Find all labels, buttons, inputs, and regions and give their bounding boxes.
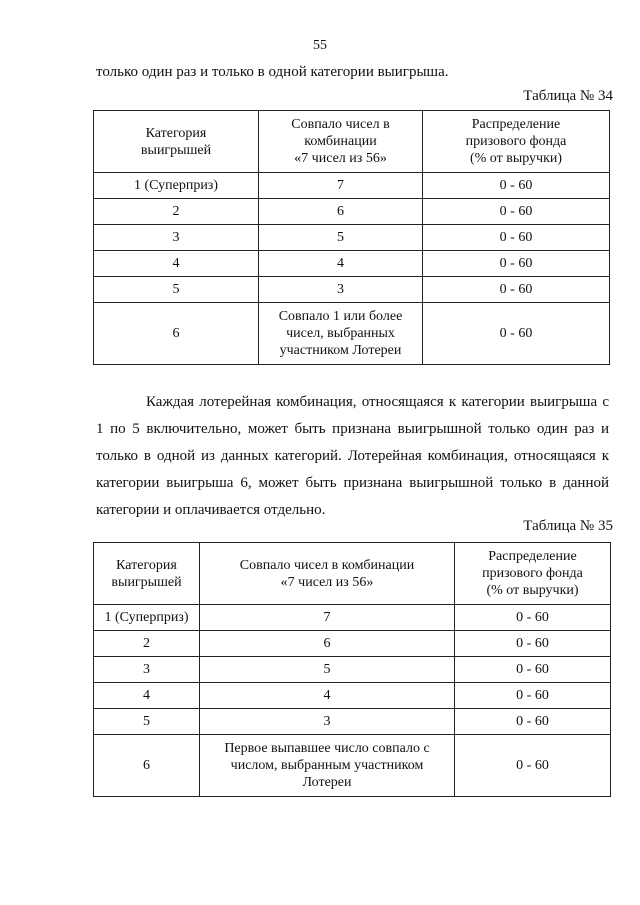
cell-matched: 7 bbox=[200, 605, 455, 631]
cell-distribution: 0 - 60 bbox=[423, 173, 610, 199]
cell-category: 1 (Суперприз) bbox=[94, 173, 259, 199]
cell-matched: 3 bbox=[200, 709, 455, 735]
cell-category: 2 bbox=[94, 199, 259, 225]
table-row bbox=[94, 277, 610, 303]
cell-distribution: 0 - 60 bbox=[455, 631, 611, 657]
cell-matched: 5 bbox=[259, 225, 423, 251]
table-row bbox=[94, 735, 611, 797]
table-row bbox=[94, 709, 611, 735]
table-header-row bbox=[94, 543, 611, 605]
cell-matched: 6 bbox=[259, 199, 423, 225]
table-row bbox=[94, 303, 610, 365]
header-matched: Совпало чисел в комбинации «7 чисел из 56» bbox=[200, 543, 455, 605]
cell-category: 3 bbox=[94, 225, 259, 251]
cell-category: 4 bbox=[94, 683, 200, 709]
cell-category: 5 bbox=[94, 709, 200, 735]
intro-text: только один раз и только в одной категории выигрыша. bbox=[96, 64, 449, 80]
table-row bbox=[94, 199, 610, 225]
header-distribution: Распределение призового фонда (% от выручки) bbox=[455, 543, 611, 605]
table-row bbox=[94, 173, 610, 199]
table-row bbox=[94, 657, 611, 683]
header-category: Категория выигрышей bbox=[94, 111, 259, 173]
cell-category: 5 bbox=[94, 277, 259, 303]
table-34 bbox=[93, 110, 610, 365]
cell-distribution: 0 - 60 bbox=[423, 225, 610, 251]
header-distribution: Распределение призового фонда (% от выручки) bbox=[423, 111, 610, 173]
table-row bbox=[94, 605, 611, 631]
table-row bbox=[94, 251, 610, 277]
cell-category: 2 bbox=[94, 631, 200, 657]
cell-category: 1 (Суперприз) bbox=[94, 605, 200, 631]
table-row bbox=[94, 225, 610, 251]
cell-category: 3 bbox=[94, 657, 200, 683]
cell-distribution: 0 - 60 bbox=[423, 251, 610, 277]
cell-category: 6 bbox=[94, 735, 200, 797]
table-34-caption: Таблица № 34 bbox=[523, 88, 613, 104]
cell-distribution: 0 - 60 bbox=[455, 605, 611, 631]
header-matched: Совпало чисел в комбинации «7 чисел из 56» bbox=[259, 111, 423, 173]
cell-category: 4 bbox=[94, 251, 259, 277]
cell-distribution: 0 - 60 bbox=[455, 657, 611, 683]
table-35 bbox=[93, 542, 611, 797]
body-paragraph: Каждая лотерейная комбинация, относящаяся к категории выигрыша с 1 по 5 включительно, может быть признана выигрышной только один раз и только в одной из данных категорий. Лотерейная комбинация, относящаяся к категории выигрыша 6, может быть признана выигрышной только в данной категории и оплачивается отдельно. bbox=[96, 394, 609, 518]
cell-distribution: 0 - 60 bbox=[455, 683, 611, 709]
cell-category: 6 bbox=[94, 303, 259, 365]
cell-distribution: 0 - 60 bbox=[423, 199, 610, 225]
header-category: Категория выигрышей bbox=[94, 543, 200, 605]
cell-distribution: 0 - 60 bbox=[423, 277, 610, 303]
cell-matched: 4 bbox=[200, 683, 455, 709]
cell-matched: Совпало 1 или более чисел, выбранных участником Лотереи bbox=[259, 303, 423, 365]
cell-matched: 5 bbox=[200, 657, 455, 683]
cell-distribution: 0 - 60 bbox=[455, 709, 611, 735]
table-row bbox=[94, 683, 611, 709]
page-number: 55 bbox=[313, 38, 327, 53]
table-header-row bbox=[94, 111, 610, 173]
cell-matched: 4 bbox=[259, 251, 423, 277]
table-row bbox=[94, 631, 611, 657]
cell-distribution: 0 - 60 bbox=[423, 303, 610, 365]
cell-matched: 6 bbox=[200, 631, 455, 657]
cell-distribution: 0 - 60 bbox=[455, 735, 611, 797]
table-35-caption: Таблица № 35 bbox=[523, 518, 613, 534]
cell-matched: 7 bbox=[259, 173, 423, 199]
cell-matched: Первое выпавшее число совпало с числом, выбранным участником Лотереи bbox=[200, 735, 455, 797]
cell-matched: 3 bbox=[259, 277, 423, 303]
